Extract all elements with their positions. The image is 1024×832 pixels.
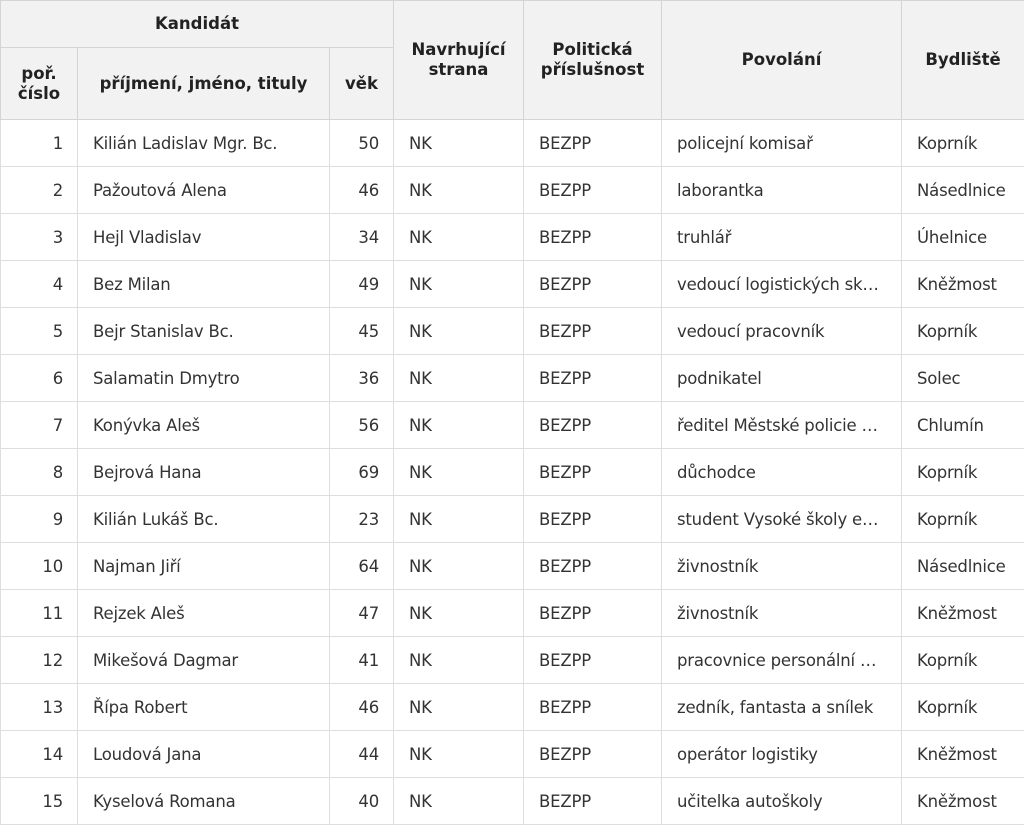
occupation-cell: laborantka bbox=[662, 167, 902, 214]
order-number-cell: 7 bbox=[1, 402, 78, 449]
name-cell: Pažoutová Alena bbox=[78, 167, 330, 214]
table-header bbox=[1, 1, 1024, 120]
age-cell: 41 bbox=[330, 637, 394, 684]
affiliation-cell: BEZPP bbox=[524, 449, 662, 496]
affiliation-cell: BEZPP bbox=[524, 355, 662, 402]
name-cell: Bez Milan bbox=[78, 261, 330, 308]
age-cell: 47 bbox=[330, 590, 394, 637]
order-number-cell: 1 bbox=[1, 120, 78, 167]
occupation-cell: truhlář bbox=[662, 214, 902, 261]
occupation-cell: student Vysoké školy e… bbox=[662, 496, 902, 543]
name-cell: Bejr Stanislav Bc. bbox=[78, 308, 330, 355]
age-cell: 49 bbox=[330, 261, 394, 308]
age-cell: 56 bbox=[330, 402, 394, 449]
party-cell: NK bbox=[394, 308, 524, 355]
table-row bbox=[1, 731, 1024, 778]
age-cell: 36 bbox=[330, 355, 394, 402]
header-residence[interactable]: Bydliště bbox=[902, 1, 1024, 120]
age-cell: 69 bbox=[330, 449, 394, 496]
residence-cell: Násedlnice bbox=[902, 167, 1024, 214]
header-order-number[interactable]: poř. číslo bbox=[1, 48, 78, 120]
party-cell: NK bbox=[394, 543, 524, 590]
order-number-cell: 2 bbox=[1, 167, 78, 214]
residence-cell: Koprník bbox=[902, 449, 1024, 496]
table-row bbox=[1, 261, 1024, 308]
residence-cell: Koprník bbox=[902, 308, 1024, 355]
residence-cell: Kněžmost bbox=[902, 778, 1024, 825]
name-cell: Loudová Jana bbox=[78, 731, 330, 778]
order-number-cell: 15 bbox=[1, 778, 78, 825]
party-cell: NK bbox=[394, 778, 524, 825]
occupation-cell: podnikatel bbox=[662, 355, 902, 402]
affiliation-cell: BEZPP bbox=[524, 120, 662, 167]
occupation-cell: vedoucí logistických sk… bbox=[662, 261, 902, 308]
party-cell: NK bbox=[394, 214, 524, 261]
table-row bbox=[1, 402, 1024, 449]
occupation-cell: zedník, fantasta a snílek bbox=[662, 684, 902, 731]
table-row bbox=[1, 449, 1024, 496]
party-cell: NK bbox=[394, 449, 524, 496]
occupation-cell: policejní komisař bbox=[662, 120, 902, 167]
name-cell: Hejl Vladislav bbox=[78, 214, 330, 261]
order-number-cell: 8 bbox=[1, 449, 78, 496]
affiliation-cell: BEZPP bbox=[524, 167, 662, 214]
table-row bbox=[1, 214, 1024, 261]
affiliation-cell: BEZPP bbox=[524, 684, 662, 731]
affiliation-cell: BEZPP bbox=[524, 543, 662, 590]
affiliation-cell: BEZPP bbox=[524, 261, 662, 308]
order-number-cell: 9 bbox=[1, 496, 78, 543]
header-name[interactable]: příjmení, jméno, tituly bbox=[78, 48, 330, 120]
order-number-cell: 12 bbox=[1, 637, 78, 684]
residence-cell: Násedlnice bbox=[902, 543, 1024, 590]
affiliation-cell: BEZPP bbox=[524, 778, 662, 825]
order-number-cell: 14 bbox=[1, 731, 78, 778]
age-cell: 50 bbox=[330, 120, 394, 167]
table-row bbox=[1, 355, 1024, 402]
residence-cell: Kněžmost bbox=[902, 261, 1024, 308]
table-row bbox=[1, 637, 1024, 684]
age-cell: 45 bbox=[330, 308, 394, 355]
age-cell: 46 bbox=[330, 684, 394, 731]
residence-cell: Solec bbox=[902, 355, 1024, 402]
occupation-cell: vedoucí pracovník bbox=[662, 308, 902, 355]
age-cell: 40 bbox=[330, 778, 394, 825]
order-number-cell: 10 bbox=[1, 543, 78, 590]
name-cell: Řípa Robert bbox=[78, 684, 330, 731]
party-cell: NK bbox=[394, 402, 524, 449]
table-row bbox=[1, 684, 1024, 731]
affiliation-cell: BEZPP bbox=[524, 308, 662, 355]
table-row bbox=[1, 167, 1024, 214]
header-party[interactable]: Navrhující strana bbox=[394, 1, 524, 120]
header-occupation[interactable]: Povolání bbox=[662, 1, 902, 120]
party-cell: NK bbox=[394, 120, 524, 167]
header-age[interactable]: věk bbox=[330, 48, 394, 120]
affiliation-cell: BEZPP bbox=[524, 590, 662, 637]
age-cell: 23 bbox=[330, 496, 394, 543]
order-number-cell: 13 bbox=[1, 684, 78, 731]
table-row bbox=[1, 308, 1024, 355]
order-number-cell: 4 bbox=[1, 261, 78, 308]
header-affiliation[interactable]: Politická příslušnost bbox=[524, 1, 662, 120]
age-cell: 64 bbox=[330, 543, 394, 590]
table-row bbox=[1, 590, 1024, 637]
table-row bbox=[1, 778, 1024, 825]
table-row bbox=[1, 543, 1024, 590]
table-row bbox=[1, 120, 1024, 167]
occupation-cell: důchodce bbox=[662, 449, 902, 496]
age-cell: 46 bbox=[330, 167, 394, 214]
party-cell: NK bbox=[394, 684, 524, 731]
occupation-cell: operátor logistiky bbox=[662, 731, 902, 778]
residence-cell: Chlumín bbox=[902, 402, 1024, 449]
residence-cell: Koprník bbox=[902, 496, 1024, 543]
party-cell: NK bbox=[394, 590, 524, 637]
header-kandidat: Kandidát bbox=[1, 1, 394, 48]
name-cell: Kilián Lukáš Bc. bbox=[78, 496, 330, 543]
occupation-cell: ředitel Městské policie … bbox=[662, 402, 902, 449]
name-cell: Salamatin Dmytro bbox=[78, 355, 330, 402]
affiliation-cell: BEZPP bbox=[524, 496, 662, 543]
residence-cell: Koprník bbox=[902, 684, 1024, 731]
party-cell: NK bbox=[394, 167, 524, 214]
order-number-cell: 11 bbox=[1, 590, 78, 637]
affiliation-cell: BEZPP bbox=[524, 731, 662, 778]
age-cell: 34 bbox=[330, 214, 394, 261]
order-number-cell: 5 bbox=[1, 308, 78, 355]
party-cell: NK bbox=[394, 731, 524, 778]
name-cell: Kyselová Romana bbox=[78, 778, 330, 825]
affiliation-cell: BEZPP bbox=[524, 402, 662, 449]
name-cell: Konývka Aleš bbox=[78, 402, 330, 449]
residence-cell: Koprník bbox=[902, 637, 1024, 684]
table-row bbox=[1, 496, 1024, 543]
name-cell: Rejzek Aleš bbox=[78, 590, 330, 637]
occupation-cell: učitelka autoškoly bbox=[662, 778, 902, 825]
residence-cell: Úhelnice bbox=[902, 214, 1024, 261]
occupation-cell: živnostník bbox=[662, 590, 902, 637]
occupation-cell: pracovnice personální … bbox=[662, 637, 902, 684]
name-cell: Najman Jiří bbox=[78, 543, 330, 590]
order-number-cell: 3 bbox=[1, 214, 78, 261]
party-cell: NK bbox=[394, 355, 524, 402]
name-cell: Mikešová Dagmar bbox=[78, 637, 330, 684]
party-cell: NK bbox=[394, 637, 524, 684]
occupation-cell: živnostník bbox=[662, 543, 902, 590]
order-number-cell: 6 bbox=[1, 355, 78, 402]
residence-cell: Kněžmost bbox=[902, 590, 1024, 637]
table-body bbox=[1, 120, 1024, 825]
age-cell: 44 bbox=[330, 731, 394, 778]
affiliation-cell: BEZPP bbox=[524, 637, 662, 684]
residence-cell: Kněžmost bbox=[902, 731, 1024, 778]
affiliation-cell: BEZPP bbox=[524, 214, 662, 261]
name-cell: Bejrová Hana bbox=[78, 449, 330, 496]
party-cell: NK bbox=[394, 261, 524, 308]
residence-cell: Koprník bbox=[902, 120, 1024, 167]
party-cell: NK bbox=[394, 496, 524, 543]
name-cell: Kilián Ladislav Mgr. Bc. bbox=[78, 120, 330, 167]
